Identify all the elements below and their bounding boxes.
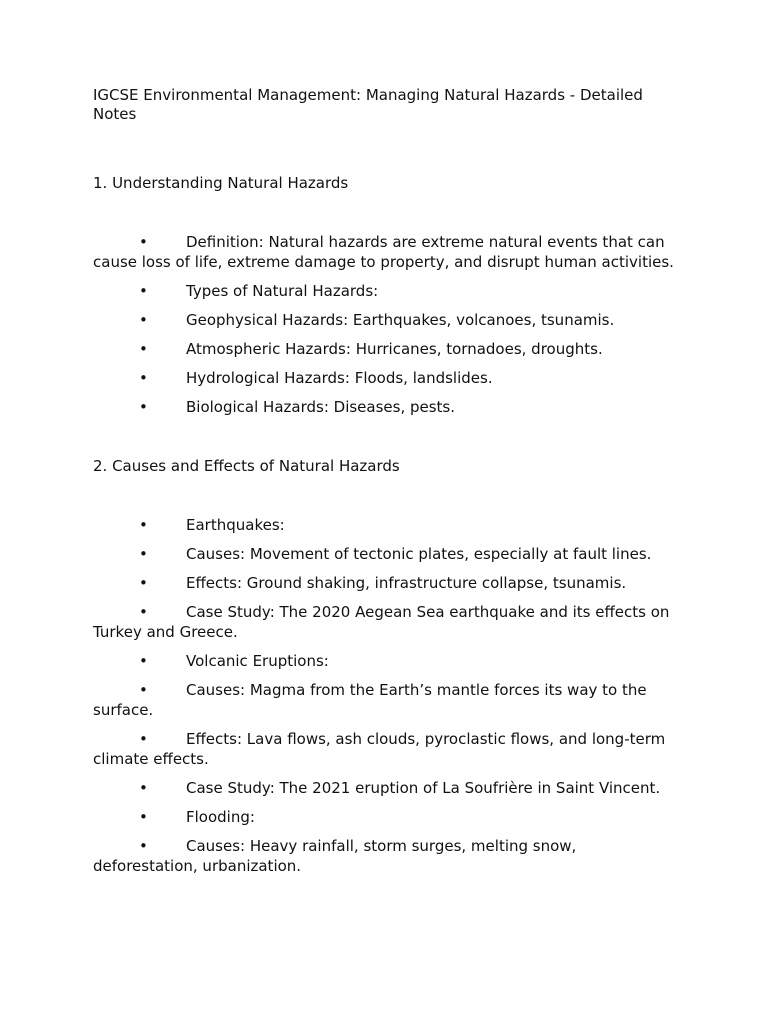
list-item-text: Causes: Magma from the Earth’s mantle forces its way to the surface. bbox=[93, 681, 647, 719]
list-item-text: Atmospheric Hazards: Hurricanes, tornadoes, droughts. bbox=[186, 340, 603, 358]
list-item-text: Causes: Movement of tectonic plates, especially at fault lines. bbox=[186, 545, 652, 563]
list-item-text: Biological Hazards: Diseases, pests. bbox=[186, 398, 456, 416]
list-item bbox=[93, 281, 678, 301]
list-item bbox=[93, 573, 678, 593]
list-item bbox=[93, 232, 678, 272]
list-item-text: Geophysical Hazards: Earthquakes, volcanoes, tsunamis. bbox=[186, 311, 615, 329]
bullet-icon: • bbox=[139, 730, 148, 748]
bullet-icon: • bbox=[139, 282, 148, 300]
bullet-icon: • bbox=[139, 516, 148, 534]
bullet-icon: • bbox=[139, 779, 148, 797]
list-item-text: Types of Natural Hazards: bbox=[186, 282, 379, 300]
list-item bbox=[93, 836, 678, 876]
document-page bbox=[93, 86, 678, 885]
bullet-icon: • bbox=[139, 233, 148, 251]
list-item-text: Earthquakes: bbox=[186, 516, 285, 534]
list-item bbox=[93, 310, 678, 330]
document-title: IGCSE Environmental Management: Managing Natural Hazards - Detailed Notes bbox=[93, 86, 643, 123]
section-understanding-natural-hazards bbox=[93, 173, 678, 417]
bullet-icon: • bbox=[139, 398, 148, 416]
list-item bbox=[93, 515, 678, 535]
bullet-list bbox=[93, 232, 678, 417]
bullet-icon: • bbox=[139, 808, 148, 826]
section-heading: 2. Causes and Effects of Natural Hazards bbox=[93, 457, 400, 475]
section-heading: 1. Understanding Natural Hazards bbox=[93, 174, 349, 192]
list-item bbox=[93, 339, 678, 359]
list-item-text: Flooding: bbox=[186, 808, 255, 826]
list-item-text: Hydrological Hazards: Floods, landslides. bbox=[186, 369, 493, 387]
list-item-text: Definition: Natural hazards are extreme natural events that can cause loss of life, extreme damage to property, and disrupt human activities. bbox=[93, 233, 674, 271]
bullet-icon: • bbox=[139, 603, 148, 621]
list-item bbox=[93, 368, 678, 388]
list-item bbox=[93, 807, 678, 827]
list-item bbox=[93, 544, 678, 564]
bullet-icon: • bbox=[139, 369, 148, 387]
list-item-text: Case Study: The 2020 Aegean Sea earthquake and its effects on Turkey and Greece. bbox=[93, 603, 670, 641]
section-causes-and-effects bbox=[93, 456, 678, 876]
bullet-icon: • bbox=[139, 652, 148, 670]
list-item-text: Effects: Lava flows, ash clouds, pyroclastic flows, and long-term climate effects. bbox=[93, 730, 666, 768]
list-item bbox=[93, 778, 678, 798]
list-item bbox=[93, 651, 678, 671]
list-item bbox=[93, 680, 678, 720]
list-item-text: Causes: Heavy rainfall, storm surges, melting snow, deforestation, urbanization. bbox=[93, 837, 577, 875]
list-item-text: Case Study: The 2021 eruption of La Soufrière in Saint Vincent. bbox=[186, 779, 661, 797]
bullet-icon: • bbox=[139, 311, 148, 329]
bullet-icon: • bbox=[139, 681, 148, 699]
list-item-text: Effects: Ground shaking, infrastructure collapse, tsunamis. bbox=[186, 574, 627, 592]
bullet-icon: • bbox=[139, 574, 148, 592]
list-item bbox=[93, 602, 678, 642]
list-item bbox=[93, 397, 678, 417]
bullet-icon: • bbox=[139, 340, 148, 358]
bullet-list bbox=[93, 515, 678, 876]
list-item-text: Volcanic Eruptions: bbox=[186, 652, 329, 670]
bullet-icon: • bbox=[139, 837, 148, 855]
list-item bbox=[93, 729, 678, 769]
bullet-icon: • bbox=[139, 545, 148, 563]
